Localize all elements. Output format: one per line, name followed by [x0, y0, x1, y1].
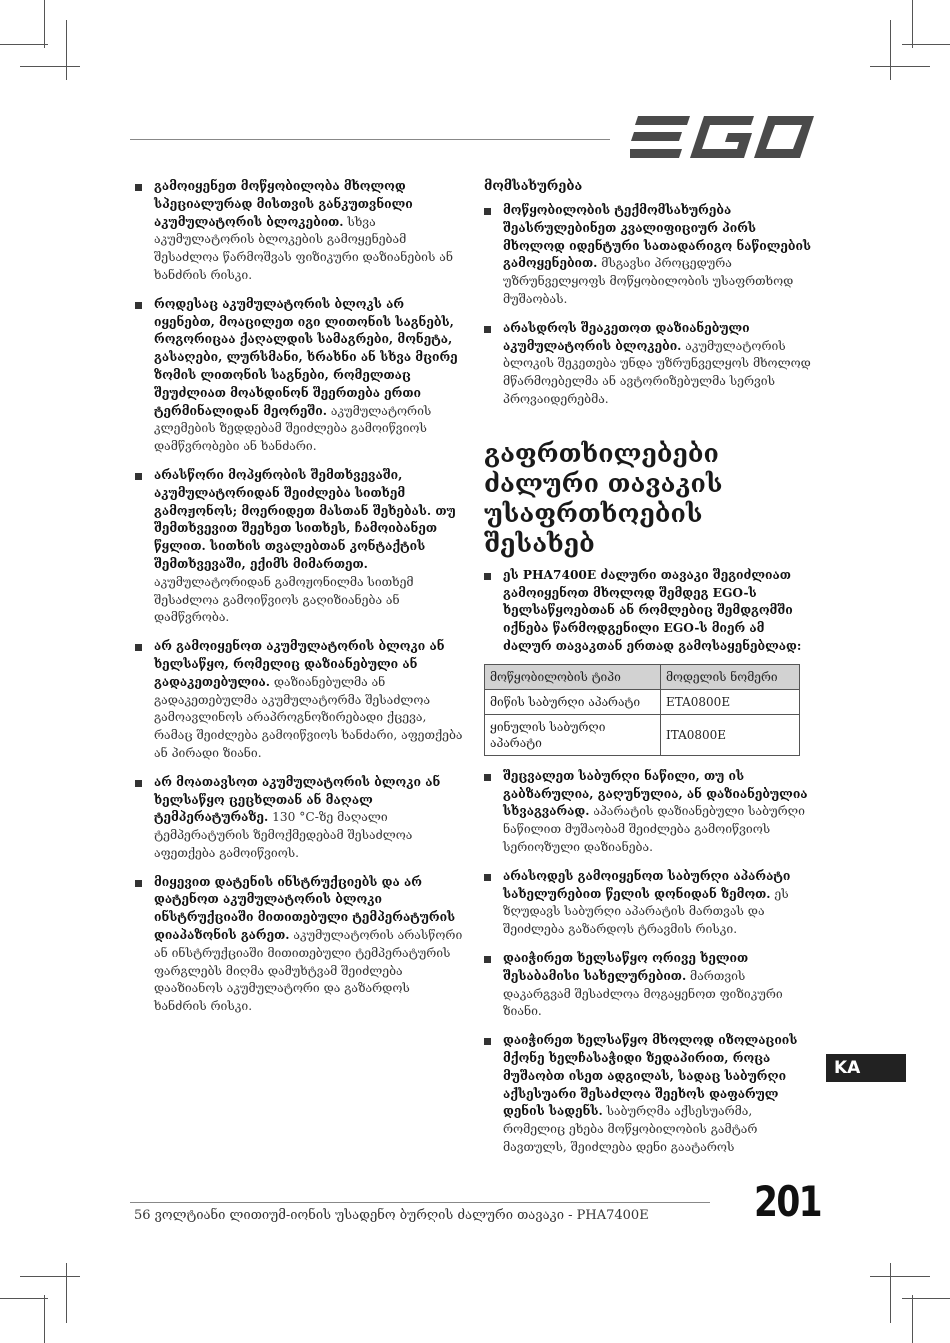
crop-mark [870, 66, 930, 67]
column-header: მოდელის ნომერი [661, 664, 800, 689]
crop-mark [66, 20, 67, 80]
bullet-item: დაიჭირეთ ხელსაწყო ორივე ხელით შესაბამისი სახელურებით. მართვის დაკარგვამ შესაძლოა მოგაყენოთ ფიზიკური ზიანი. [484, 950, 814, 1021]
right-column [484, 178, 814, 1168]
warning-intro-list [484, 567, 814, 656]
crop-mark [20, 1276, 80, 1277]
service-bullet-list [484, 202, 814, 409]
crop-mark [870, 1276, 930, 1277]
service-section-title: მომსახურება [484, 179, 583, 194]
bullet-item: ეს PHA7400E ძალური თავაკი შეგიძლიათ გამოიყენოთ მხოლოდ შემდეგ EGO-ს ხელსაწყოებთან ან რომლებიც შემდგომში იქნება წარმოდგენილი EGO-ს მიერ ამ ძალურ თავაკთან ერთად გამოსაყენებლად: [484, 567, 814, 656]
table-cell: ETA0800E [661, 689, 800, 714]
crop-mark [912, 1295, 913, 1343]
left-bullet-list [135, 178, 465, 1016]
crop-mark [0, 44, 48, 45]
bullet-item: დაიჭირეთ ხელსაწყო მხოლოდ იზოლაციის მქონე ხელჩასაჭიდი ზედაპირით, როცა მუშაობთ ისეთ ადგილას, სადაც საბურღი აქსესუარი შესაძლოა შეეხოს დაფარულ დენის სადენს. საბურღმა აქსესუარმა, რომელიც ეხება მოწყობილობის გამტარ მავთულს, შეიძლება დენი გაატაროს [484, 1032, 814, 1157]
crop-mark [890, 20, 891, 80]
crop-mark [902, 44, 950, 45]
bullet-item: შეცვალეთ საბურღი ნაწილი, თუ ის გაბზარულია, გაღუნულია, ან დაზიანებულია სხვაგვარად. აპარატის დაზიანებული საბურღი ნაწილით მუშაობამ შეიძლება გამოიწვიოს სერიოზული დაზიანება. [484, 768, 814, 857]
table-header-row [485, 664, 800, 689]
footer-rule [130, 1202, 710, 1203]
table-cell: ITA0800E [661, 714, 800, 755]
ego-logo [630, 116, 814, 158]
warning-bullet-list [484, 768, 814, 1157]
bullet-item: გამოიყენეთ მოწყობილობა მხოლოდ სპეციალურად მისთვის განკუთვნილი აკუმულატორის ბლოკებით. სხვა აკუმულატორის ბლოკების გამოყენებამ შესაძლოა წარმოშვას ფიზიკური დაზიანების ან ხანძრის რისკი. [135, 178, 465, 285]
page-number: 201 [754, 1177, 821, 1226]
column-header: მოწყობილობის ტიპი [485, 664, 661, 689]
crop-mark [66, 1263, 67, 1323]
compatible-tools-table [484, 664, 800, 756]
footer-text: 56 ვოლტიანი ლითიუმ-იონის უსადენო ბურღის ძალური თავაკი - PHA7400E [134, 1208, 649, 1223]
bullet-item: არ გამოიყენოთ აკუმულატორის ბლოკი ან ხელსაწყო, რომელიც დაზიანებული ან გადაკეთებულია. დაზიანებულმა ან გადაკეთებულმა აკუმულატორმა შესაძლოა გამოავლინოს არაპროგნოზირებადი ქცევა, რამაც შეიძლება გამოიწვიოს ხანძარი, აფეთქება ან პირადი ზიანი. [135, 638, 465, 763]
heading-line: ძალური თავაკის [484, 468, 723, 498]
crop-mark [20, 66, 80, 67]
bullet-item: არასდროს შეაკეთოთ დაზიანებული აკუმულატორის ბლოკები. აკუმულატორის ბლოკის შეკეთება უნდა უზრუნველყოს მხოლოდ მწარმოებელმა ან ავტორიზებულმა სერვის პროვაიდერებმა. [484, 320, 814, 409]
heading-line: გაფრთხილებები [484, 438, 719, 468]
crop-mark [0, 1298, 48, 1299]
crop-mark [902, 1298, 950, 1299]
bullet-item: მოწყობილობის ტექმომსახურება შეასრულებინეთ კვალიფიციურ პირს მხოლოდ იდენტური სათადარიგო ნაწილების გამოყენებით. მსგავსი პროცედურა უზრუნველყოფს მოწყობილობის უსაფრთხოდ მუშაობას. [484, 202, 814, 309]
bullet-item: არასოდეს გამოიყენოთ საბურღი აპარატი სახელურებით წელის დონიდან ზემოთ. ეს ზღუდავს საბურღი აპარატის მართვას და შეიძლება გაზარდოს ტრავმის რისკი. [484, 868, 814, 939]
table-row [485, 714, 800, 755]
crop-mark [890, 1263, 891, 1323]
table-cell: ყინულის საბურღი აპარატი [485, 714, 661, 755]
language-tab: KA [826, 1054, 906, 1082]
left-column [135, 178, 465, 1027]
warnings-heading [484, 439, 814, 559]
bullet-item: მიყევით დატენის ინსტრუქციებს და არ დატენოთ აკუმულატორის ბლოკი ინსტრუქციაში მითითებული ტემპერატურის დიაპაზონის გარეთ. აკუმულატორის არასწორი ან ინსტრუქციაში მითითებული ტემპერატურის ფარგლებს მიღმა დამუხტვამ შეიძლება დააზიანოს აკუმულატორი და გაზარდოს ხანძრის რისკი. [135, 874, 465, 1016]
crop-mark [44, 0, 45, 48]
bullet-item: არასწორი მოპყრობის შემთხვევაში, აკუმულატორიდან შეიძლება სითხემ გამოჟონოს; მოერიდეთ მასთან შეხებას. თუ შემთხვევით შეეხეთ სითხეს, ჩამოიბანეთ წყლით. სითხის თვალებთან კონტაქტის შემთხვევაში, ექიმს მიმართეთ. აკუმულატორიდან გამოჟონილმა სითხემ შესაძლოა გამოიწვიოს გაღიზიანება ან დამწვრობა. [135, 467, 465, 627]
crop-mark [44, 1295, 45, 1343]
table-row [485, 689, 800, 714]
bullet-item: არ მოათავსოთ აკუმულატორის ბლოკი ან ხელსაწყო ცეცხლთან ან მაღალ ტემპერატურაზე. 130 °C-ზე მაღალი ტემპერატურის ზემოქმედებამ შესაძლოა აფეთქება გამოიწვიოს. [135, 774, 465, 863]
bullet-item: როდესაც აკუმულატორის ბლოკს არ იყენებთ, მოაცილეთ იგი ლითონის საგნებს, როგორიცაა ქაღალდის სამაგრები, მონეტა, გასაღები, ლურსმანი, ხრახნი ან სხვა მცირე ზომის ლითონის საგნები, რომელთაც შეუძლიათ მოახდინონ შეერთება ერთი ტერმინალიდან მეორეში. აკუმულატორის კლემების ზედდებამ შეიძლება გამოიწვიოს დამწვრობები ან ხანძარი. [135, 296, 465, 456]
header-rule [130, 139, 610, 140]
table-cell: მიწის საბურღი აპარატი [485, 689, 661, 714]
crop-mark [912, 0, 913, 48]
heading-line: უსაფრთხოების შესახებ [484, 498, 703, 558]
